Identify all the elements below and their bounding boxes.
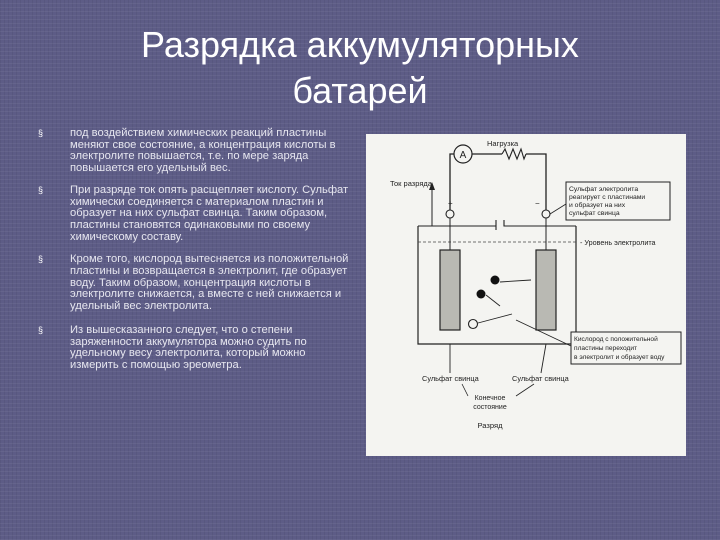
molecule-icon: [477, 290, 486, 299]
bullet-item: [38, 185, 354, 244]
sulfate-callout-line-4: сульфат свинца: [569, 210, 620, 217]
final-state-line-1: Конечное: [474, 395, 506, 402]
bullet-list: [38, 128, 354, 372]
negative-terminal-icon: [542, 210, 550, 218]
ammeter-label: A: [459, 150, 467, 161]
sulfate-callout-line-2: реагирует с пластинами: [569, 194, 646, 201]
sulfate-callout-line-3: и образует на них: [569, 202, 626, 209]
molecule-arrow: [478, 314, 512, 323]
plus-sign: +: [448, 199, 453, 208]
bullet-item: [38, 325, 354, 372]
lead-sulfate-left-label: Сульфат свинца: [422, 374, 479, 383]
bullet-item: [38, 254, 354, 313]
electrolyte-level-label: - Уровень электролита: [580, 238, 656, 247]
molecule-icon: [491, 276, 500, 285]
final-pointer-left: [462, 384, 468, 396]
slide-title-line-1: Разрядка аккумуляторных: [141, 24, 579, 65]
square-bullet-icon: §: [38, 184, 44, 195]
bullet-text: Из вышесказанного следует, что о степени заряженности аккумулятора можно судить по удельному весу электролита, который можно измерить с помощью эреометра.: [70, 323, 307, 371]
molecule-arrow: [486, 295, 500, 306]
oxygen-callout-line-1: Кислород с положительной: [574, 336, 658, 343]
battery-discharge-diagram: [366, 134, 686, 456]
slide-title-line-2: батарей: [292, 70, 428, 111]
discharge-caption: Разряд: [477, 421, 503, 430]
oxygen-callout-line-3: в электролит и образует воду: [574, 354, 665, 361]
bullet-text: При разряде ток опять расщепляет кислоту. Сульфат химически соединяется с материалом пластин и образует на них сульфат свинца. Таким образом, пластины становятся одинаковыми по своему химическому составу.: [70, 183, 349, 243]
slide-title: [100, 22, 620, 114]
minus-sign: −: [535, 199, 540, 208]
current-label: Ток разряда: [390, 179, 432, 188]
positive-terminal-icon: [446, 210, 454, 218]
lead-sulfate-right-pointer: [541, 344, 546, 373]
negative-plate: [536, 250, 556, 330]
sulfate-callout-line: [550, 204, 566, 214]
battery-lid-left: [418, 220, 496, 230]
molecule-arrow: [500, 280, 531, 282]
oxygen-callout-line-2: пластины переходит: [574, 345, 638, 352]
water-molecule-icon: [469, 320, 478, 329]
load-label: Нагрузка: [487, 139, 519, 148]
final-pointer-right: [516, 384, 534, 396]
lead-sulfate-right-label: Сульфат свинца: [512, 374, 569, 383]
bullet-text: под воздействием химических реакций пластины меняют свое состояние, а концентрация кислоты в электролите повышается, т.е. по мере заряда повышается его удельный вес.: [70, 127, 336, 175]
square-bullet-icon: §: [38, 324, 44, 335]
sulfate-callout-line-1: Сульфат электролита: [569, 186, 639, 193]
bullet-item: [38, 128, 354, 175]
battery-lid-right: [504, 220, 576, 226]
square-bullet-icon: §: [38, 254, 44, 265]
final-state-line-2: состояние: [473, 404, 507, 411]
square-bullet-icon: §: [38, 128, 44, 138]
bullet-text: Кроме того, кислород вытесняется из положительной пластины и возвращается в электролит, где образует воду. Таким образом, концентрация кислоты в электролите снижается, а вместе с ней снижается и удельный вес электролита.: [70, 253, 349, 313]
positive-plate: [440, 250, 460, 330]
diagram-svg: [366, 134, 686, 456]
